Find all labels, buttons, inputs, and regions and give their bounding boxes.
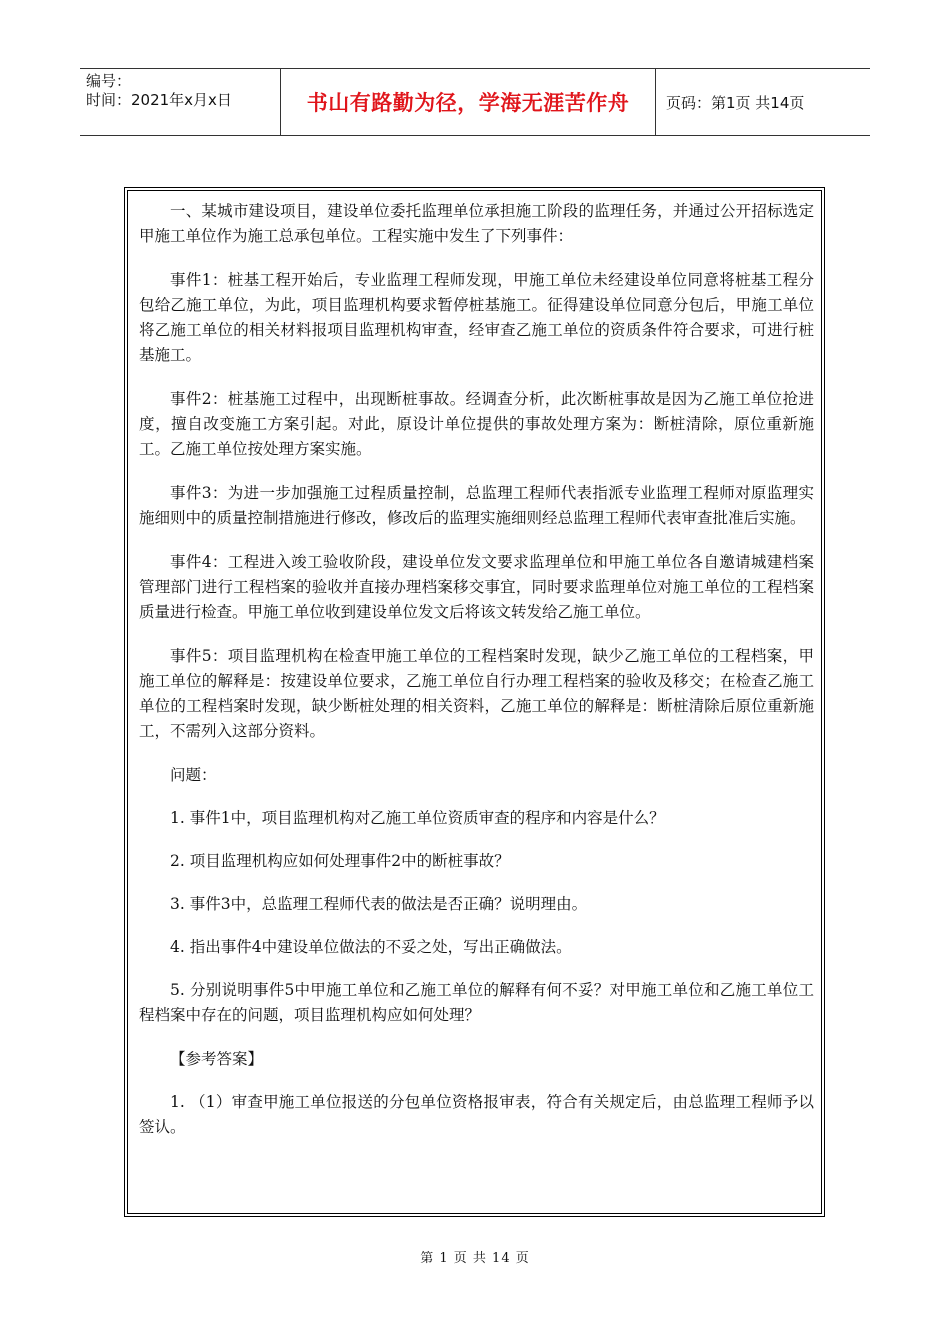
question-2: 2. 项目监理机构应如何处理事件2中的断桩事故？ bbox=[170, 852, 510, 870]
document-number-label: 编号： bbox=[86, 72, 132, 90]
event-3-paragraph: 事件3：为进一步加强施工过程质量控制，总监理工程师代表指派专业监理工程师对原监理实施细则中的质量控制措施进行修改，修改后的监理实施细则经总监理工程师代表审查批准后实施。 bbox=[139, 484, 814, 527]
event-2-paragraph: 事件2：桩基施工过程中，出现断桩事故。经调查分析，此次断桩事故是因为乙施工单位抢进度，擅自改变施工方案引起。对此，原设计单位提供的事故处理方案为：断桩清除，原位重新施工。乙施工单位按处理方案实施。 bbox=[139, 390, 814, 458]
header-motto: 书山有路勤为径，学海无涯苦作舟 bbox=[281, 69, 656, 135]
question-text bbox=[139, 199, 814, 1159]
answer-heading: 【参考答案】 bbox=[170, 1050, 264, 1068]
page-header bbox=[80, 68, 870, 136]
header-page-info: 页码：第1页 共14页 bbox=[666, 93, 805, 112]
header-meta bbox=[80, 69, 281, 135]
event-4-paragraph: 事件4：工程进入竣工验收阶段，建设单位发文要求监理单位和甲施工单位各自邀请城建档案管理部门进行工程档案的验收并直接办理档案移交事宜，同时要求监理单位对施工单位的工程档案质量进行检查。甲施工单位收到建设单位发文后将该文转发给乙施工单位。 bbox=[139, 553, 814, 621]
question-3: 3. 事件3中，总监理工程师代表的做法是否正确？说明理由。 bbox=[170, 895, 588, 913]
page-footer: 第 1 页 共 14 页 bbox=[420, 1251, 530, 1266]
question-4: 4. 指出事件4中建设单位做法的不妥之处，写出正确做法。 bbox=[170, 938, 572, 956]
question-1: 1. 事件1中，项目监理机构对乙施工单位资质审查的程序和内容是什么？ bbox=[170, 809, 665, 827]
event-1-paragraph: 事件1：桩基工程开始后，专业监理工程师发现，甲施工单位未经建设单位同意将桩基工程分包给乙施工单位，为此，项目监理机构要求暂停桩基施工。征得建设单位同意分包后，甲施工单位将乙施工单位的相关材料报项目监理机构审查，经审查乙施工单位的资质条件符合要求，可进行桩基施工。 bbox=[139, 271, 814, 364]
intro-paragraph: 一、某城市建设项目，建设单位委托监理单位承担施工阶段的监理任务，并通过公开招标选定甲施工单位作为施工总承包单位。工程实施中发生了下列事件： bbox=[139, 202, 814, 245]
document-date-label: 时间：2021年x月x日 bbox=[86, 91, 232, 109]
answer-1: 1. （1）审查甲施工单位报送的分包单位资格报审表，符合有关规定后，由总监理工程师予以签认。 bbox=[139, 1093, 814, 1136]
questions-heading: 问题： bbox=[170, 766, 217, 784]
event-5-paragraph: 事件5：项目监理机构在检查甲施工单位的工程档案时发现，缺少乙施工单位的工程档案，甲施工单位的解释是：按建设单位要求，乙施工单位自行办理工程档案的验收及移交；在检查乙施工单位的工程档案时发现，缺少断桩处理的相关资料，乙施工单位的解释是：断桩清除后原位重新施工，不需列入这部分资料。 bbox=[139, 647, 814, 740]
question-content-box bbox=[127, 190, 822, 1214]
question-5: 5. 分别说明事件5中甲施工单位和乙施工单位的解释有何不妥？对甲施工单位和乙施工单位工程档案中存在的问题，项目监理机构应如何处理？ bbox=[139, 981, 814, 1024]
